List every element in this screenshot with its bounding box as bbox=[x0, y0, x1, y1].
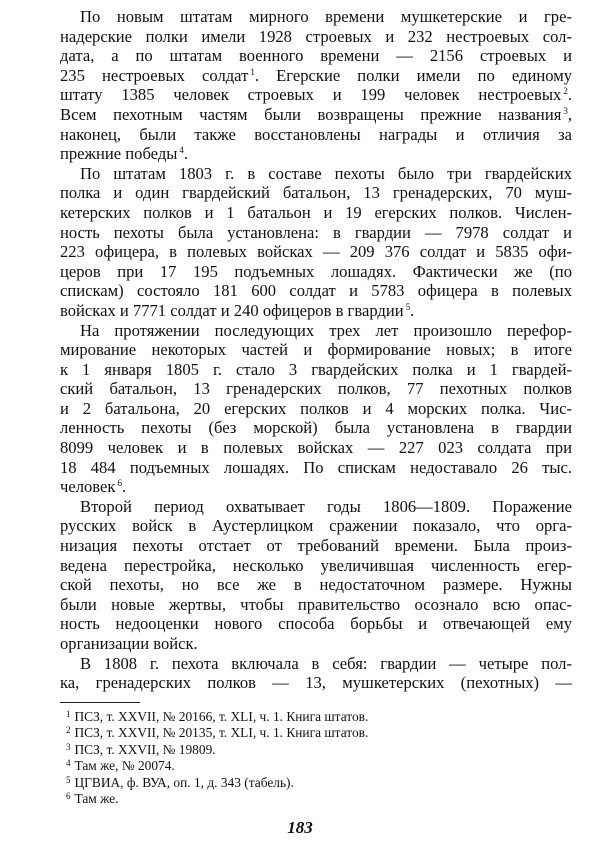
text-segment: ность пехоты была установлена: в гвардии — 7978 солдат и bbox=[60, 222, 572, 242]
text-segment: На протяжении последующих трех лет произошло перефор- bbox=[80, 320, 572, 340]
text-segment: человек bbox=[60, 477, 116, 497]
footnote bbox=[66, 775, 368, 791]
text-line bbox=[60, 458, 572, 478]
text-segment: и 2 батальона, 20 егерских полков и 4 морских полка. Чис- bbox=[60, 398, 572, 418]
text-line bbox=[60, 360, 572, 380]
text-segment: Второй период охватывает годы 1806—1809. Поражение bbox=[80, 496, 572, 516]
text-segment: войсках и 7771 солдат и 240 офицеров в гвардии bbox=[60, 300, 404, 320]
text-segment: штату 1385 человек строевых и 199 человек нестроевых bbox=[60, 85, 562, 105]
text-segment: надерские полки имели 1928 строевых и 232 нестроевых сол- bbox=[60, 26, 572, 46]
footnote-number: 2 bbox=[66, 725, 71, 736]
text-segment: мирование некоторых частей и формирование новых; в итоге bbox=[60, 340, 572, 360]
footnote bbox=[66, 742, 368, 758]
text-segment: 223 офицера, в полевых войсках — 209 376 солдат и 5835 офи- bbox=[60, 242, 572, 262]
footnote-text: ПСЗ, т. XXVII, № 20135, т. XLI, ч. 1. Книга штатов. bbox=[74, 725, 369, 741]
text-line bbox=[60, 164, 572, 184]
footnote-marker: 2 bbox=[563, 86, 568, 97]
text-line bbox=[60, 223, 572, 243]
text-line bbox=[60, 673, 572, 693]
text-segment: В 1808 г. пехота включала в себя: гвардии — четыре пол- bbox=[80, 653, 572, 673]
paragraph bbox=[60, 321, 572, 497]
text-line bbox=[60, 242, 572, 262]
text-line bbox=[60, 262, 572, 282]
text-segment: . Егерские полки имели по единому bbox=[254, 65, 572, 85]
text-line bbox=[60, 379, 572, 399]
text-line bbox=[60, 634, 572, 654]
footnote-text: ПСЗ, т. XXVII, № 20166, т. XLI, ч. 1. Книга штатов. bbox=[74, 709, 369, 724]
text-segment: 18 484 подъемных лошадях. По спискам недоставало 26 тыс. bbox=[60, 457, 572, 477]
text-line bbox=[60, 203, 572, 223]
text-line bbox=[60, 418, 572, 438]
text-segment: 8099 человек и в полевых войсках — 227 023 солдата при bbox=[60, 438, 572, 458]
text-line bbox=[60, 516, 572, 536]
text-segment: Всем пехотным частям были возвращены прежние названия bbox=[60, 104, 562, 124]
text-segment: По штатам 1803 г. в составе пехоты было три гвардейских bbox=[80, 163, 572, 183]
text-line bbox=[60, 575, 572, 595]
text-line bbox=[60, 340, 572, 360]
text-line bbox=[60, 614, 572, 634]
text-line bbox=[60, 125, 572, 145]
text-line bbox=[60, 301, 572, 321]
text-segment: По новым штатам мирного времени мушкетерские и гре- bbox=[80, 7, 572, 26]
body-text bbox=[60, 7, 572, 693]
text-line bbox=[60, 497, 572, 517]
text-segment: организации войск. bbox=[60, 634, 198, 653]
paragraph bbox=[60, 654, 572, 693]
text-line bbox=[60, 105, 572, 125]
text-segment: полка и один гвардейский батальон, 13 гренадерских, 70 муш- bbox=[60, 183, 572, 203]
text-segment: русских войск в Аустерлицком сражении показало, что орга- bbox=[60, 516, 572, 536]
text-segment: ленность пехоты (без морской) была установлена в гвардии bbox=[60, 418, 572, 438]
footnote-number: 6 bbox=[66, 791, 71, 802]
footnote-number: 1 bbox=[66, 709, 71, 719]
text-segment: были новые жертвы, чтобы правительство осознало всю опас- bbox=[60, 594, 572, 614]
text-line bbox=[60, 438, 572, 458]
text-line bbox=[60, 183, 572, 203]
footnote-text: ПСЗ, т. XXVII, № 19809. bbox=[74, 741, 216, 757]
text-segment: церов при 17 195 подъемных лошадях. Фактически же (по bbox=[60, 261, 572, 281]
text-line bbox=[60, 536, 572, 556]
footnote-text: Там же. bbox=[74, 791, 119, 807]
footnote-marker: 3 bbox=[563, 105, 568, 116]
text-segment: . bbox=[567, 85, 572, 105]
text-segment: прежние победы bbox=[60, 144, 178, 164]
text-line bbox=[60, 7, 572, 27]
text-segment: 235 нестроевых солдат bbox=[60, 65, 249, 85]
footnote bbox=[66, 791, 368, 807]
text-segment: низация пехоты отстает от требований времени. Была произ- bbox=[60, 536, 572, 556]
text-segment: ведена перестройка, несколько увеличившая численность егер- bbox=[60, 555, 572, 575]
text-segment: ский батальон, 13 гренадерских полков, 77 пехотных полков bbox=[60, 379, 572, 399]
text-line bbox=[60, 556, 572, 576]
footnote-number: 5 bbox=[66, 774, 71, 785]
footnote-marker: 4 bbox=[179, 145, 184, 156]
text-line bbox=[60, 321, 572, 341]
footnote-marker: 5 bbox=[405, 301, 411, 312]
text-line bbox=[60, 27, 572, 47]
paragraph bbox=[60, 497, 572, 654]
footnotes bbox=[66, 709, 368, 807]
footnote-text: Там же, № 20074. bbox=[74, 758, 175, 774]
text-segment: наконец, были также восстановлены награды и отличия за bbox=[60, 124, 572, 144]
footnote-marker: 1 bbox=[250, 66, 255, 77]
footnote bbox=[66, 725, 368, 741]
paragraph bbox=[60, 7, 572, 164]
text-segment: кетерских полков и 1 батальон и 19 егерских полков. Числен- bbox=[60, 202, 572, 222]
text-line bbox=[60, 399, 572, 419]
text-segment: . bbox=[183, 144, 189, 164]
text-line bbox=[60, 654, 572, 674]
page-number: 183 bbox=[287, 818, 313, 837]
text-line bbox=[60, 281, 572, 301]
text-segment: , bbox=[567, 104, 572, 124]
text-line bbox=[60, 46, 572, 66]
footnote-number: 4 bbox=[66, 758, 71, 769]
text-segment: спискам) состояло 181 600 солдат и 5783 офицера в полевых bbox=[60, 281, 572, 301]
text-segment: ской пехоты, но все же в недостаточном размере. Нужны bbox=[60, 575, 572, 595]
text-segment: дата, а по штатам военного времени — 2156 строевых и bbox=[60, 46, 572, 66]
footnote bbox=[66, 758, 368, 774]
footnote-marker: 6 bbox=[117, 478, 122, 489]
text-line bbox=[60, 66, 572, 86]
footnote-divider bbox=[60, 702, 140, 703]
footnote-text: ЦГВИА, ф. ВУА, оп. 1, д. 343 (табель). bbox=[74, 774, 294, 790]
text-line bbox=[60, 144, 572, 164]
paragraph bbox=[60, 164, 572, 321]
text-segment: . bbox=[121, 477, 127, 497]
text-line bbox=[60, 477, 572, 497]
text-segment: ность недооценки нового способа борьбы и отвечающей ему bbox=[60, 614, 572, 634]
text-segment: . bbox=[410, 300, 415, 320]
footnote-number: 3 bbox=[66, 741, 71, 752]
text-line bbox=[60, 595, 572, 615]
footnote bbox=[66, 709, 368, 725]
text-segment: ка, гренадерских полков — 13, мушкетерских (пехотных) — bbox=[60, 673, 572, 693]
text-line bbox=[60, 85, 572, 105]
text-segment: к 1 января 1805 г. стало 3 гвардейских полка и 1 гвардей- bbox=[60, 359, 572, 379]
